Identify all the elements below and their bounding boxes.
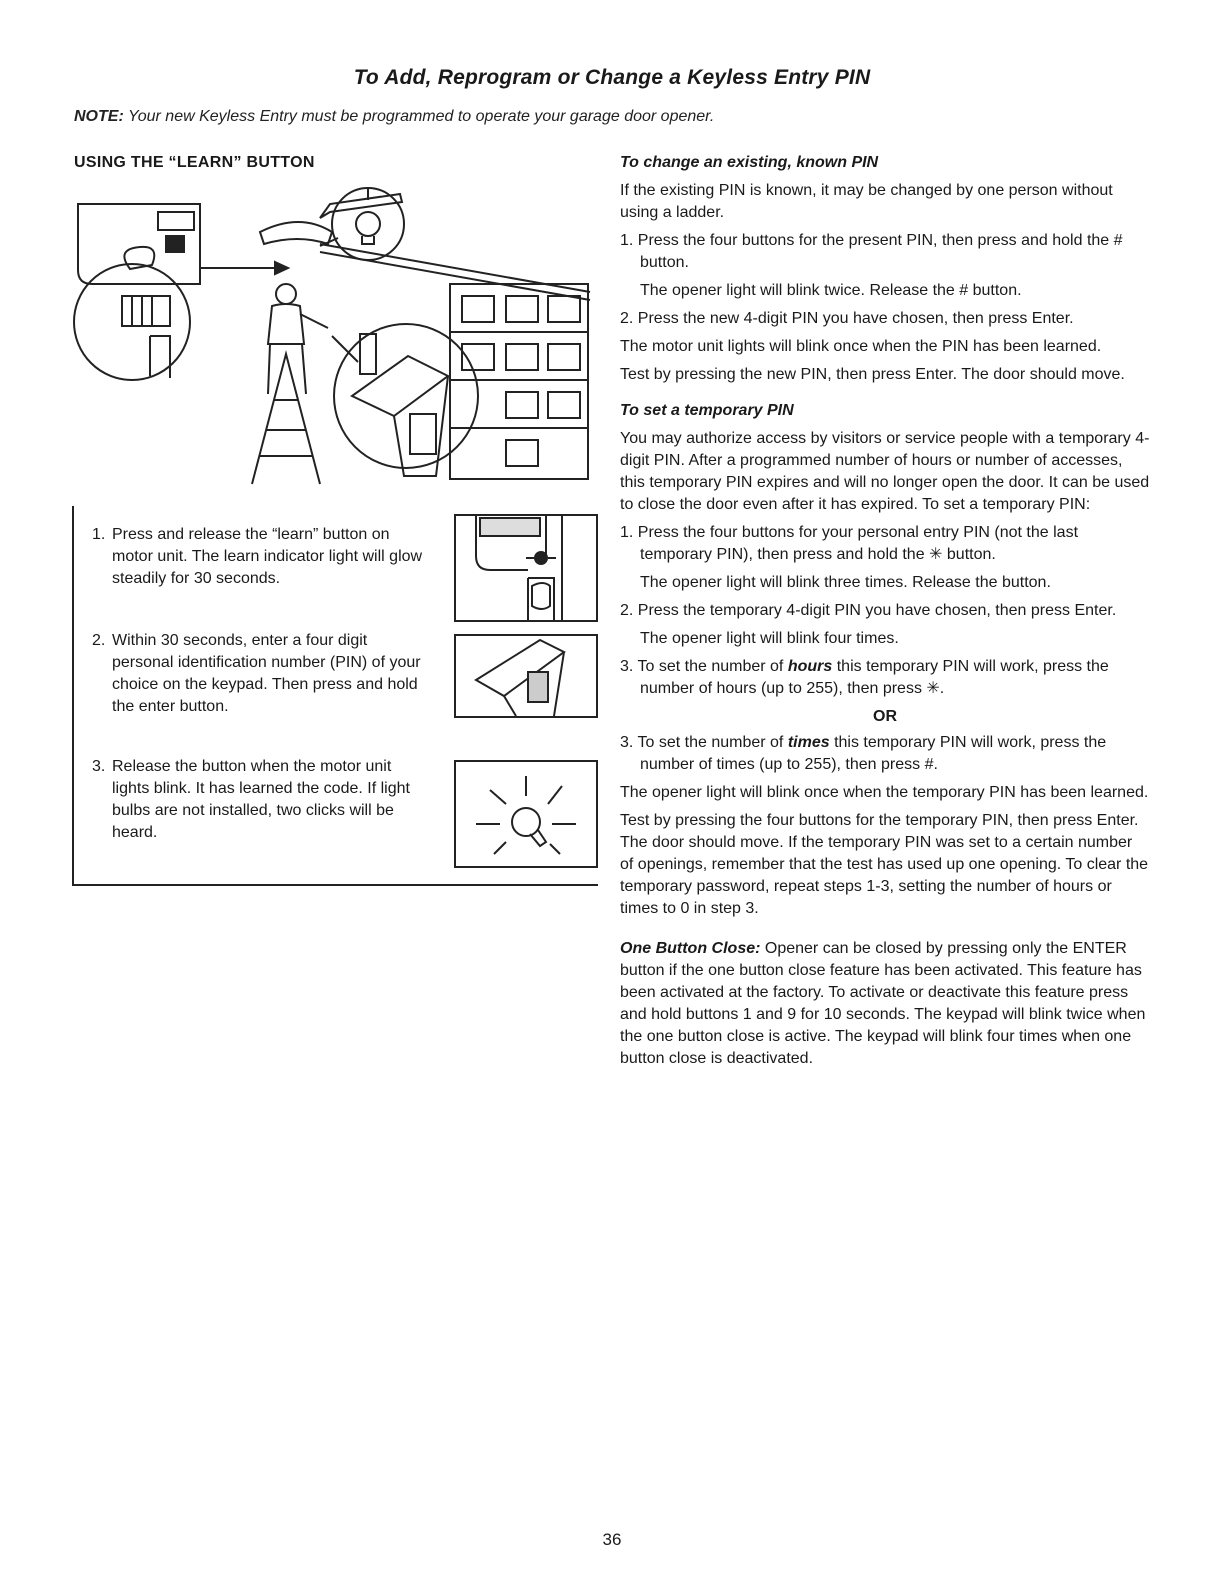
one-button-close-text: Opener can be closed by pressing only the ENTER button if the one button close feature has been activated. This feature has been activated at the factory. To activate or deactivate this feature press and hold buttons 1 and 9 for 10 seconds. The keypad will blink twice when the one button close is active. The keypad will blink four times when one button close is deactivated. <box>620 940 1146 1067</box>
step-3-times-prefix: 3. To set the number of <box>620 734 784 751</box>
change-step-2: 2. Press the new 4-digit PIN you have chosen, then press Enter. <box>620 310 1074 327</box>
step-number: 1. <box>92 526 106 543</box>
change-pin-heading: To change an existing, known PIN <box>620 154 879 171</box>
garage-door <box>450 284 588 479</box>
change-step-1-note: The opener light will blink twice. Release the # button. <box>640 282 1022 299</box>
temporary-step-1-note: The opener light will blink three times. Release the button. <box>640 574 1051 591</box>
step-text: Release the button when the motor unit lights blink. It has learned the code. If light bulbs are not installed, two clicks will be heard. <box>112 758 410 841</box>
temporary-step-3-hours <box>620 656 1150 700</box>
learn-button-icon <box>456 516 596 620</box>
garage-opener-illustration <box>70 184 600 499</box>
page-title: To Add, Reprogram or Change a Keyless Entry PIN <box>353 66 871 89</box>
one-button-close-label: One Button Close: <box>620 940 761 957</box>
step-3-hours-suffix: this temporary PIN will work, press the number of hours (up to 255), then press ✳. <box>640 658 1109 697</box>
step-number: 3. <box>92 758 106 775</box>
temporary-step-3-times <box>620 732 1150 776</box>
learn-step-1 <box>92 524 432 590</box>
keypad-icon <box>456 636 596 716</box>
hours-emphasis: hours <box>787 658 833 675</box>
page-number: 36 <box>602 1530 622 1549</box>
blinking-light-thumbnail <box>454 760 598 868</box>
temporary-step-1: 1. Press the four buttons for your personal entry PIN (not the last temporary PIN), then press and hold the ✳ button. <box>620 524 1079 563</box>
change-test-text: Test by pressing the new PIN, then press Enter. The door should move. <box>620 366 1125 383</box>
change-learned-text: The motor unit lights will blink once when the PIN has been learned. <box>620 338 1102 355</box>
step-text: Press and release the “learn” button on motor unit. The learn indicator light will glow steadily for 30 seconds. <box>112 526 423 587</box>
note-label: NOTE: <box>74 108 124 125</box>
step-3-times-suffix: this temporary PIN will work, press the number of times (up to 255), then press #. <box>640 734 1107 773</box>
note-text: Your new Keyless Entry must be programmed to operate your garage door opener. <box>127 108 715 125</box>
keypad-thumbnail <box>454 634 598 718</box>
learn-steps-box <box>72 506 598 886</box>
temporary-step-2: 2. Press the temporary 4-digit PIN you have chosen, then press Enter. <box>620 602 1117 619</box>
learn-step-3 <box>92 756 432 844</box>
keypad-zoom-circle <box>334 324 478 468</box>
right-column <box>620 152 1150 1076</box>
light-bulb-icon <box>456 762 596 866</box>
or-separator: OR <box>873 708 897 725</box>
temporary-pin-heading: To set a temporary PIN <box>620 402 794 419</box>
times-emphasis: times <box>787 734 830 751</box>
step-text: Within 30 seconds, enter a four digit personal identification number (PIN) of your choice on the keypad. Then press and hold the enter button. <box>112 632 421 715</box>
man-head <box>276 284 296 304</box>
temporary-pin-intro: You may authorize access by visitors or service people with a temporary 4-digit PIN. After a programmed number of hours or number of accesses, this temporary PIN expires and will no longer open the door. It can be used to close the door even after it has expired. To set a temporary PIN: <box>620 430 1150 513</box>
change-step-1: 1. Press the four buttons for the present PIN, then press and hold the # button. <box>620 232 1123 271</box>
learn-step-2 <box>92 630 432 718</box>
temporary-test-text: Test by pressing the four buttons for the temporary PIN, then press Enter. The door should move. If the temporary PIN was set to a certain number of openings, remember that the test has used up one opening. To clear the temporary password, repeat steps 1-3, setting the number of hours or times to 0 in step 3. <box>620 812 1149 917</box>
learn-button-heading: USING THE “LEARN” BUTTON <box>74 154 315 171</box>
change-pin-intro: If the existing PIN is known, it may be changed by one person without using a ladder. <box>620 182 1113 221</box>
step-3-hours-prefix: 3. To set the number of <box>620 658 784 675</box>
step-number: 2. <box>92 632 106 649</box>
temporary-learned-text: The opener light will blink once when the temporary PIN has been learned. <box>620 784 1149 801</box>
temporary-step-2-note: The opener light will blink four times. <box>640 630 899 647</box>
one-button-close <box>620 938 1150 1070</box>
ladder <box>252 354 320 484</box>
note <box>74 108 714 126</box>
learn-button-thumbnail <box>454 514 598 622</box>
